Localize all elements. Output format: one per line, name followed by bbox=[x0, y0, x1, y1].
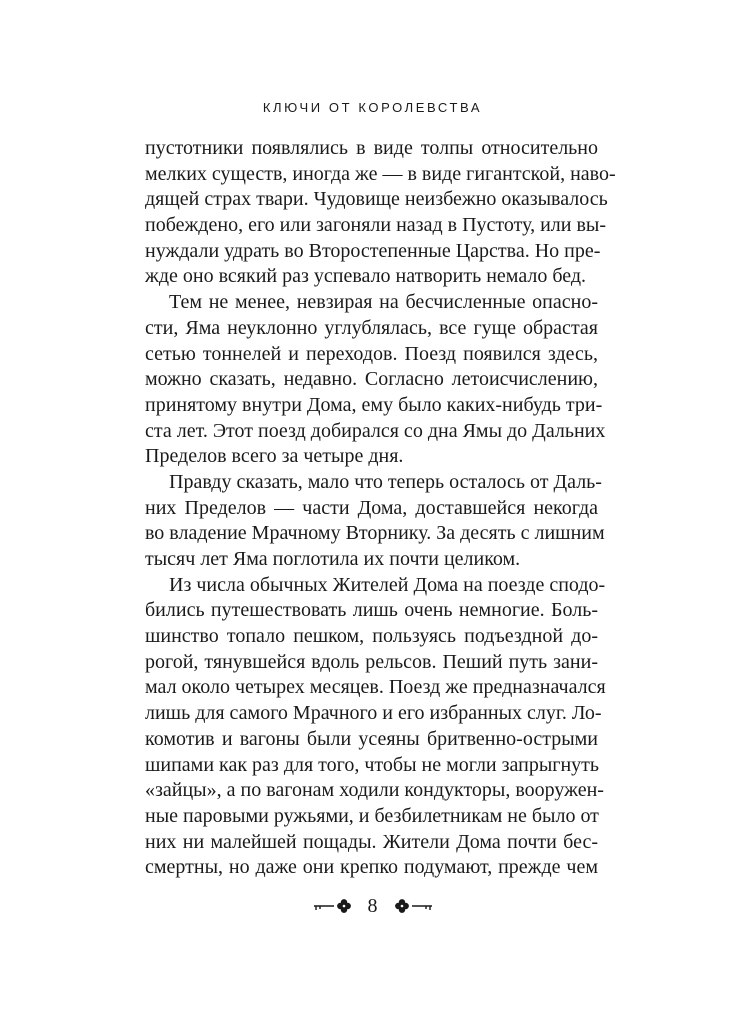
text-line: дящей страх твари. Чудовище неизбежно оказывалось bbox=[145, 188, 608, 211]
text-line: них ни малейшей пощады. Жители Дома почти бес- bbox=[145, 830, 598, 853]
text-line: ста лет. Этот поезд добирался со дна Ямы до Дальних bbox=[145, 419, 606, 442]
paragraph bbox=[145, 136, 616, 290]
body-text bbox=[145, 136, 616, 881]
text-line: нуждали удрать во Второстепенные Царства. Но пре- bbox=[145, 239, 601, 262]
paragraph bbox=[145, 573, 606, 881]
text-line: сетью тоннелей и переходов. Поезд появился здесь, bbox=[145, 342, 598, 365]
key-ornament-right-icon bbox=[388, 898, 434, 914]
text-line: лишь для самого Мрачного и его избранных слуг. Ло- bbox=[145, 702, 602, 725]
text-line: побеждено, его или загоняли назад в Пустоту, или вы- bbox=[145, 214, 607, 237]
text-line: мелких существ, иногда же — в виде гигантской, наво- bbox=[145, 162, 616, 185]
text-line: них Пределов — части Дома, доставшейся некогда bbox=[145, 496, 598, 519]
text-line: ные паровыми ружьями, и безбилетникам не было от bbox=[145, 804, 599, 827]
text-line: Правду сказать, мало что теперь осталось от Даль- bbox=[169, 470, 602, 493]
text-line: «зайцы», а по вагонам ходили кондукторы, вооружен- bbox=[145, 779, 604, 802]
text-line: можно сказать, недавно. Согласно летоисчислению, bbox=[145, 368, 598, 391]
text-line: мал около четырех месяцев. Поезд же предназначался bbox=[145, 676, 606, 699]
running-header: КЛЮЧИ ОТ КОРОЛЕВСТВА bbox=[262, 100, 483, 115]
text-line: тысяч лет Яма поглотила их почти целиком. bbox=[145, 548, 521, 570]
text-line: пустотники появлялись в виде толпы относительно bbox=[145, 137, 598, 159]
paragraph bbox=[145, 290, 606, 470]
text-line: шинство топало пешком, пользуясь подъездной до- bbox=[145, 625, 598, 648]
text-line: шипами как раз для того, чтобы не могли запрыгнуть bbox=[145, 753, 600, 776]
page-footer bbox=[0, 894, 745, 918]
text-line: во владение Мрачному Вторнику. За десять с лишним bbox=[145, 522, 605, 545]
text-line: комотив и вагоны были усеяны бритвенно-острыми bbox=[145, 727, 598, 750]
text-line: рогой, тянувшейся вдоль рельсов. Пеший путь зани- bbox=[145, 650, 598, 673]
text-line: Из числа обычных Жителей Дома на поезде сподо- bbox=[169, 573, 606, 596]
text-line: Тем не менее, невзирая на бесчисленные опасно- bbox=[169, 291, 598, 314]
key-ornament-left-icon bbox=[312, 898, 358, 914]
text-line: принятому внутри Дома, ему было каких-нибудь три- bbox=[145, 393, 603, 416]
text-line: смертны, но даже они крепко подумают, прежде чем bbox=[145, 856, 598, 879]
paragraph bbox=[145, 470, 605, 573]
text-line: бились путешествовать лишь очень немногие. Боль- bbox=[145, 599, 598, 622]
text-line: Пределов всего за четыре дня. bbox=[145, 445, 404, 468]
text-line: сти, Яма неуклонно углублялась, все гуще обрастая bbox=[145, 316, 598, 339]
text-line: жде оно всякий раз успевало натворить немало бед. bbox=[145, 265, 587, 288]
page-number: 8 bbox=[367, 895, 378, 917]
